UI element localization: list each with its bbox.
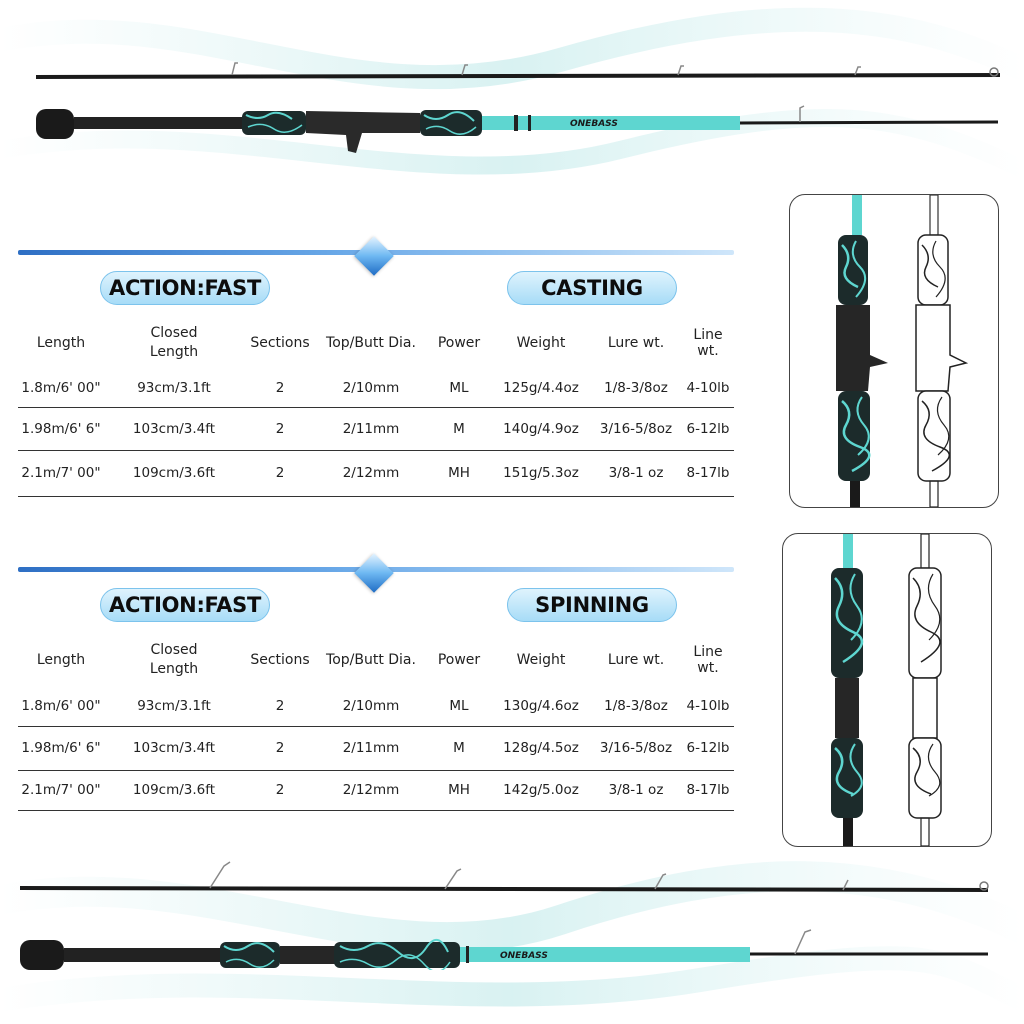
spinning-handle-photo (782, 533, 992, 847)
cell-length: 2.1m/7' 00" (18, 450, 104, 496)
header-length: Length (36, 335, 86, 351)
casting-rod-image (0, 55, 1024, 165)
table-row (18, 770, 734, 810)
action-label-pill: ACTION:FAST (100, 271, 270, 305)
header-diameter: Top/Butt Dia. (326, 652, 416, 668)
table-row (18, 450, 734, 496)
header-sections: Sections (250, 652, 310, 668)
cell-diameter: 2/10mm (316, 369, 426, 407)
cell-closed-length: 93cm/3.1ft (104, 686, 244, 726)
header-weight: Weight (516, 335, 566, 351)
cell-weight: 125g/4.4oz (492, 369, 590, 407)
cell-line-weight: 8-17lb (682, 450, 734, 496)
cell-closed-length: 109cm/3.6ft (104, 770, 244, 810)
action-label-pill: ACTION:FAST (100, 588, 270, 622)
cell-power: M (426, 407, 492, 450)
spinning-handle-illustration (783, 534, 991, 846)
spinning-spec-section (0, 549, 760, 819)
casting-handle-photo (789, 194, 999, 508)
cell-sections: 2 (244, 369, 316, 407)
cell-sections: 2 (244, 450, 316, 496)
cell-lure-weight: 3/8-1 oz (590, 450, 682, 496)
cell-power: M (426, 726, 492, 770)
table-header-row (18, 317, 734, 369)
header-diameter: Top/Butt Dia. (326, 335, 416, 351)
cell-length: 1.98m/6' 6" (18, 407, 104, 450)
cell-lure-weight: 1/8-3/8oz (590, 686, 682, 726)
cell-weight: 142g/5.0oz (492, 770, 590, 810)
cell-length: 1.8m/6' 00" (18, 686, 104, 726)
cell-weight: 151g/5.3oz (492, 450, 590, 496)
table-row (18, 369, 734, 407)
cell-line-weight: 4-10lb (682, 369, 734, 407)
table-row (18, 686, 734, 726)
table-row (18, 726, 734, 770)
rod-type-pill: CASTING (507, 271, 677, 305)
cell-length: 2.1m/7' 00" (18, 770, 104, 810)
cell-diameter: 2/11mm (316, 407, 426, 450)
cell-power: MH (426, 450, 492, 496)
cell-weight: 140g/4.9oz (492, 407, 590, 450)
header-line-weight: Line wt. (693, 644, 723, 676)
cell-diameter: 2/12mm (316, 450, 426, 496)
cell-lure-weight: 3/16-5/8oz (590, 407, 682, 450)
cell-line-weight: 6-12lb (682, 726, 734, 770)
casting-handle-illustration (790, 195, 998, 507)
header-weight: Weight (516, 652, 566, 668)
spinning-rod-image (0, 850, 1024, 970)
cell-length: 1.98m/6' 6" (18, 726, 104, 770)
header-closed-length: Closed Length (149, 325, 199, 360)
header-lure-weight: Lure wt. (607, 652, 665, 668)
cell-sections: 2 (244, 726, 316, 770)
cell-diameter: 2/12mm (316, 770, 426, 810)
cell-power: ML (426, 686, 492, 726)
cell-weight: 128g/4.5oz (492, 726, 590, 770)
cell-line-weight: 6-12lb (682, 407, 734, 450)
cell-line-weight: 8-17lb (682, 770, 734, 810)
header-power: Power (437, 652, 481, 668)
table-row (18, 407, 734, 450)
header-length: Length (36, 652, 86, 668)
cell-sections: 2 (244, 407, 316, 450)
header-sections: Sections (250, 335, 310, 351)
spinning-spec-table (18, 634, 734, 811)
cell-closed-length: 103cm/3.4ft (104, 407, 244, 450)
cell-lure-weight: 1/8-3/8oz (590, 369, 682, 407)
cell-sections: 2 (244, 770, 316, 810)
cell-closed-length: 93cm/3.1ft (104, 369, 244, 407)
header-line-weight: Line wt. (693, 327, 723, 359)
header-lure-weight: Lure wt. (607, 335, 665, 351)
cell-power: ML (426, 369, 492, 407)
casting-spec-table (18, 317, 734, 497)
header-closed-length: Closed Length (149, 642, 199, 677)
cell-lure-weight: 3/8-1 oz (590, 770, 682, 810)
header-power: Power (437, 335, 481, 351)
cell-diameter: 2/11mm (316, 726, 426, 770)
cell-weight: 130g/4.6oz (492, 686, 590, 726)
cell-lure-weight: 3/16-5/8oz (590, 726, 682, 770)
cell-line-weight: 4-10lb (682, 686, 734, 726)
cell-closed-length: 109cm/3.6ft (104, 450, 244, 496)
rod-logo-text: ONEBASS (500, 951, 548, 961)
rod-type-pill: SPINNING (507, 588, 677, 622)
table-header-row (18, 634, 734, 686)
casting-spec-section (0, 232, 760, 502)
cell-power: MH (426, 770, 492, 810)
cell-closed-length: 103cm/3.4ft (104, 726, 244, 770)
cell-diameter: 2/10mm (316, 686, 426, 726)
rod-logo-text: ONEBASS (570, 119, 618, 129)
diamond-ornament-icon (354, 236, 394, 276)
cell-length: 1.8m/6' 00" (18, 369, 104, 407)
cell-sections: 2 (244, 686, 316, 726)
diamond-ornament-icon (354, 553, 394, 593)
